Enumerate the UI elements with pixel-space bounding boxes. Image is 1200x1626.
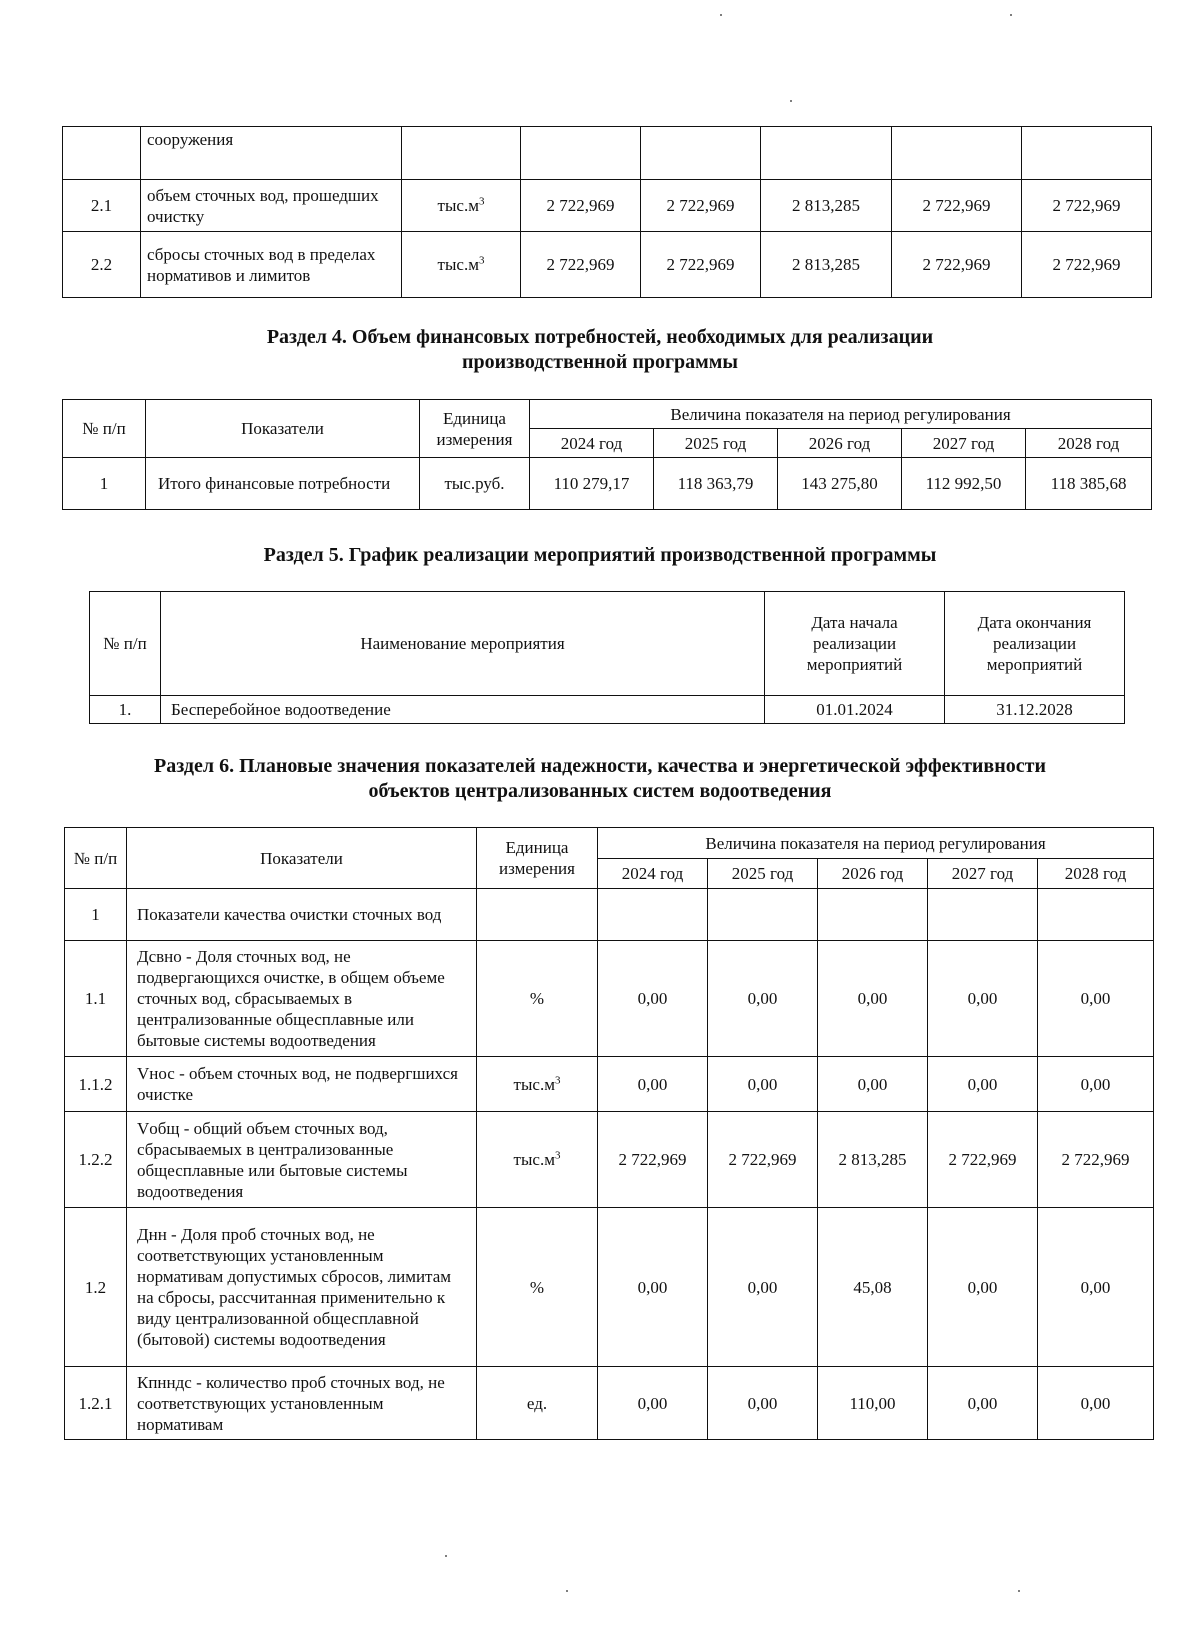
- row-indicator: Кпнндс - количество проб сточных вод, не соответствующих установленным нормативам: [127, 1367, 477, 1440]
- row-unit: $тыс.м^3$: [402, 232, 521, 298]
- value-2024: 0,00: [598, 1208, 708, 1367]
- value-2027: 2 722,969: [928, 1112, 1038, 1208]
- value-2024: 0,00: [598, 941, 708, 1057]
- row-indicator: объем сточных вод, прошедших очистку: [141, 180, 402, 232]
- value-2027: 0,00: [928, 1057, 1038, 1112]
- value-2028: 0,00: [1038, 1367, 1154, 1440]
- row-indicator: Vнос - объем сточных вод, не подвергшихся очистке: [127, 1057, 477, 1112]
- value-2025: 118 363,79: [654, 458, 778, 510]
- value-2026: [818, 889, 928, 941]
- header-year: 2026 год: [778, 429, 902, 458]
- table-row: [65, 1112, 1154, 1208]
- value-2025: 0,00: [708, 941, 818, 1057]
- value-2027: [928, 889, 1038, 941]
- table-row: [65, 941, 1154, 1057]
- table-row: [90, 696, 1125, 724]
- value-2026: 2 813,285: [761, 232, 892, 298]
- header-year: 2028 год: [1038, 859, 1154, 889]
- row-number: [63, 127, 141, 180]
- row-number: 1.: [90, 696, 161, 724]
- table-header-row: [65, 828, 1154, 859]
- value-2025: [641, 127, 761, 180]
- value-2028: 2 722,969: [1022, 232, 1152, 298]
- row-indicator: Итого финансовые потребности: [146, 458, 420, 510]
- row-unit: %: [477, 941, 598, 1057]
- value-2028: 0,00: [1038, 1057, 1154, 1112]
- value-2025: 0,00: [708, 1367, 818, 1440]
- table-row: [65, 1208, 1154, 1367]
- value-2027: 2 722,969: [892, 180, 1022, 232]
- header-activity-name: Наименование мероприятия: [161, 592, 765, 696]
- header-year: 2026 год: [818, 859, 928, 889]
- header-year: 2024 год: [530, 429, 654, 458]
- table-header-row: [90, 592, 1125, 696]
- table-row: [63, 127, 1152, 180]
- activities-schedule-table: [89, 591, 1125, 724]
- header-period: Величина показателя на период регулирования: [530, 400, 1152, 429]
- value-2028: 0,00: [1038, 941, 1154, 1057]
- row-number: 1.2.1: [65, 1367, 127, 1440]
- financial-needs-table: [62, 399, 1152, 510]
- value-2026: 2 813,285: [761, 180, 892, 232]
- value-2028: 118 385,68: [1026, 458, 1152, 510]
- row-number: 1.1: [65, 941, 127, 1057]
- header-number: № п/п: [65, 828, 127, 889]
- scan-speck: [566, 1590, 568, 1592]
- row-indicator: сооружения: [141, 127, 402, 180]
- row-indicator: Дсвно - Доля сточных вод, не подвергающихся очистке, в общем объеме сточных вод, сбрасываемых в централизованные общесплавные или бытовые системы водоотведения: [127, 941, 477, 1057]
- header-year: 2027 год: [902, 429, 1026, 458]
- row-indicator: сбросы сточных вод в пределах нормативов и лимитов: [141, 232, 402, 298]
- value-2024: 0,00: [598, 1057, 708, 1112]
- value-2024: [521, 127, 641, 180]
- value-2026: 0,00: [818, 1057, 928, 1112]
- table-row: [63, 232, 1152, 298]
- row-number: 2.2: [63, 232, 141, 298]
- value-2028: 0,00: [1038, 1208, 1154, 1367]
- section-6-title: Раздел 6. Плановые значения показателей надежности, качества и энергетической эффективности объектов централизованных систем водоотведения: [154, 755, 1046, 802]
- row-unit: $тыс.м^3$: [402, 180, 521, 232]
- value-2025: 0,00: [708, 1208, 818, 1367]
- table-row: [65, 1367, 1154, 1440]
- row-number: 1.1.2: [65, 1057, 127, 1112]
- row-number: 1: [65, 889, 127, 941]
- header-year: 2027 год: [928, 859, 1038, 889]
- table-row: [63, 180, 1152, 232]
- wastewater-volume-table: [62, 126, 1152, 298]
- row-unit: [402, 127, 521, 180]
- value-2024: 110 279,17: [530, 458, 654, 510]
- row-unit: ед.: [477, 1367, 598, 1440]
- scan-speck: [1018, 1590, 1020, 1592]
- table-header-row: [63, 400, 1152, 429]
- value-2024: 2 722,969: [598, 1112, 708, 1208]
- row-number: 2.1: [63, 180, 141, 232]
- header-year: 2024 год: [598, 859, 708, 889]
- section-5-title: Раздел 5. График реализации мероприятий производственной программы: [263, 544, 937, 566]
- value-2028: 2 722,969: [1038, 1112, 1154, 1208]
- value-2028: [1022, 127, 1152, 180]
- table-row: [65, 889, 1154, 941]
- row-number: 1: [63, 458, 146, 510]
- value-2026: 2 813,285: [818, 1112, 928, 1208]
- value-2027: 0,00: [928, 1367, 1038, 1440]
- header-unit: Единица измерения: [477, 828, 598, 889]
- row-unit: $тыс.м^3$: [477, 1057, 598, 1112]
- header-unit: Единица измерения: [420, 400, 530, 458]
- reliability-indicators-table: [64, 827, 1154, 1440]
- value-2028: [1038, 889, 1154, 941]
- value-2025: 2 722,969: [641, 232, 761, 298]
- value-2025: 0,00: [708, 1057, 818, 1112]
- value-2026: 110,00: [818, 1367, 928, 1440]
- row-indicator: Vобщ - общий объем сточных вод, сбрасываемых в централизованные общесплавные или бытовые системы водоотведения: [127, 1112, 477, 1208]
- header-period: Величина показателя на период регулирования: [598, 828, 1154, 859]
- value-2027: 2 722,969: [892, 232, 1022, 298]
- scan-speck: [790, 100, 792, 102]
- header-number: № п/п: [90, 592, 161, 696]
- table-row: [63, 458, 1152, 510]
- header-start-date: Дата начала реализации мероприятий: [765, 592, 945, 696]
- value-2024: 2 722,969: [521, 232, 641, 298]
- activity-name: Бесперебойное водоотведение: [161, 696, 765, 724]
- value-2025: 2 722,969: [708, 1112, 818, 1208]
- row-unit: %: [477, 1208, 598, 1367]
- table-row: [65, 1057, 1154, 1112]
- row-indicator: Днн - Доля проб сточных вод, не соответствующих установленным нормативам допустимых сбросов, лимитам на сбросы, рассчитанная применительно к виду централизованной общесплавной (бытовой) системы водоотведения: [127, 1208, 477, 1367]
- value-2024: [598, 889, 708, 941]
- row-indicator: Показатели качества очистки сточных вод: [127, 889, 477, 941]
- value-2024: 2 722,969: [521, 180, 641, 232]
- row-number: 1.2.2: [65, 1112, 127, 1208]
- header-number: № п/п: [63, 400, 146, 458]
- header-end-date: Дата окончания реализации мероприятий: [945, 592, 1125, 696]
- header-indicators: Показатели: [127, 828, 477, 889]
- header-year: 2028 год: [1026, 429, 1152, 458]
- header-indicators: Показатели: [146, 400, 420, 458]
- header-year: 2025 год: [654, 429, 778, 458]
- row-unit: тыс.руб.: [420, 458, 530, 510]
- start-date: 01.01.2024: [765, 696, 945, 724]
- value-2026: [761, 127, 892, 180]
- value-2027: 112 992,50: [902, 458, 1026, 510]
- row-number: 1.2: [65, 1208, 127, 1367]
- value-2025: 2 722,969: [641, 180, 761, 232]
- value-2027: 0,00: [928, 1208, 1038, 1367]
- value-2026: 45,08: [818, 1208, 928, 1367]
- section-4-title: Раздел 4. Объем финансовых потребностей, необходимых для реализации производственной программы: [266, 326, 934, 373]
- scan-speck: [720, 14, 722, 16]
- value-2025: [708, 889, 818, 941]
- header-year: 2025 год: [708, 859, 818, 889]
- end-date: 31.12.2028: [945, 696, 1125, 724]
- scan-speck: [445, 1555, 447, 1557]
- value-2028: 2 722,969: [1022, 180, 1152, 232]
- value-2027: [892, 127, 1022, 180]
- value-2026: 0,00: [818, 941, 928, 1057]
- value-2026: 143 275,80: [778, 458, 902, 510]
- value-2027: 0,00: [928, 941, 1038, 1057]
- row-unit: [477, 889, 598, 941]
- row-unit: $тыс.м^3$: [477, 1112, 598, 1208]
- scan-speck: [1010, 14, 1012, 16]
- value-2024: 0,00: [598, 1367, 708, 1440]
